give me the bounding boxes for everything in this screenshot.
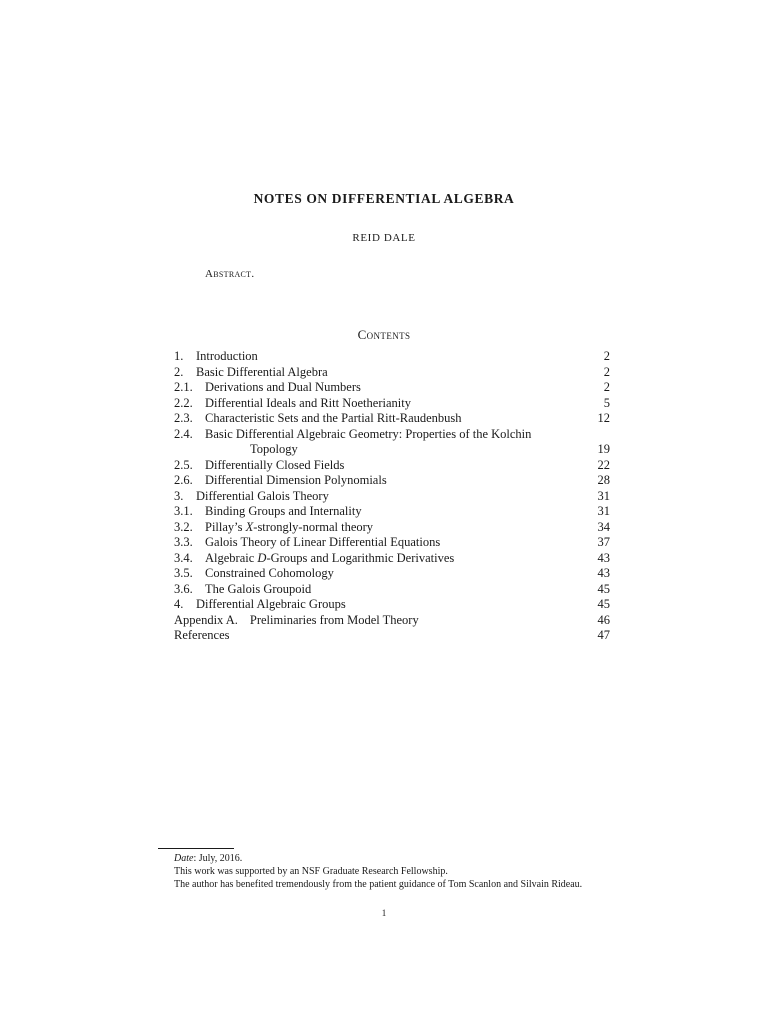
footnote-support: This work was supported by an NSF Graduate Research Fellowship. bbox=[174, 866, 448, 877]
toc-page: 43 bbox=[597, 566, 610, 580]
toc-title: Preliminaries from Model Theory bbox=[249, 612, 419, 627]
toc-number: 2.3. bbox=[174, 411, 193, 425]
toc-page: 31 bbox=[597, 504, 610, 518]
toc-number: 3.4. bbox=[174, 550, 193, 565]
toc-title: Introduction bbox=[196, 349, 258, 363]
toc-entry-references[interactable] bbox=[174, 628, 610, 644]
toc-page: 45 bbox=[597, 581, 610, 596]
toc-entry-differential-galois-theory[interactable] bbox=[174, 489, 610, 505]
toc-number: 2.2. bbox=[174, 395, 193, 410]
toc-page: 2 bbox=[603, 364, 610, 379]
toc-entry-differentially-closed-fields[interactable] bbox=[174, 458, 610, 474]
toc-page: 28 bbox=[597, 473, 610, 487]
toc-number: 3.6. bbox=[174, 581, 193, 596]
toc-entry-algebraic-d-groups[interactable] bbox=[174, 551, 610, 567]
toc-number: 2.1. bbox=[174, 380, 193, 394]
toc-entry-binding-groups[interactable] bbox=[174, 504, 610, 520]
toc-number: 3.1. bbox=[174, 504, 193, 518]
toc-entry-galois-groupoid[interactable] bbox=[174, 582, 610, 598]
toc-number: 2.5. bbox=[174, 457, 193, 472]
toc-page: 12 bbox=[597, 411, 610, 425]
footnotes bbox=[158, 852, 610, 891]
toc-entry-constrained-cohomology[interactable] bbox=[174, 566, 610, 582]
abstract-label: Abstract. bbox=[205, 268, 255, 280]
toc-number: 4. bbox=[174, 597, 184, 611]
toc-entry-linear-differential-equations[interactable] bbox=[174, 535, 610, 551]
toc-title: Constrained Cohomology bbox=[205, 566, 334, 580]
page-number: 1 bbox=[381, 908, 387, 918]
toc-page: 2 bbox=[603, 349, 610, 363]
table-of-contents bbox=[174, 349, 610, 644]
toc-title: Pillay’s X-strongly-normal theory bbox=[205, 519, 374, 534]
toc-entry-derivations[interactable] bbox=[174, 380, 610, 396]
toc-title: Differential Dimension Polynomials bbox=[205, 473, 387, 487]
toc-title: References bbox=[174, 628, 230, 642]
toc-page: 2 bbox=[603, 380, 610, 394]
toc-page: 19 bbox=[597, 442, 610, 456]
toc-number: 3.3. bbox=[174, 535, 193, 549]
footnote-rule bbox=[158, 848, 234, 849]
toc-page: 31 bbox=[597, 488, 610, 503]
toc-number: 2.4. bbox=[174, 426, 193, 441]
toc-number: 1. bbox=[174, 349, 184, 363]
toc-entry-basic-differential-algebra[interactable] bbox=[174, 365, 610, 381]
toc-page: 45 bbox=[597, 597, 610, 611]
toc-number: 2. bbox=[174, 364, 184, 379]
toc-page: 47 bbox=[597, 628, 610, 642]
toc-number: 3.5. bbox=[174, 566, 193, 580]
toc-title: Basic Differential Algebraic Geometry: Properties of the Kolchin bbox=[205, 426, 532, 441]
toc-entry-appendix-a[interactable] bbox=[174, 613, 610, 629]
toc-title: Algebraic D-Groups and Logarithmic Derivatives bbox=[205, 550, 455, 565]
toc-title: Differential Algebraic Groups bbox=[196, 597, 346, 611]
toc-title-continued: Topology bbox=[250, 442, 298, 456]
toc-title: Differential Galois Theory bbox=[196, 488, 329, 503]
toc-title: Derivations and Dual Numbers bbox=[205, 380, 361, 394]
toc-entry-differential-ideals[interactable] bbox=[174, 396, 610, 412]
toc-entry-differential-algebraic-groups[interactable] bbox=[174, 597, 610, 613]
toc-page: 46 bbox=[597, 612, 610, 627]
toc-number: 2.6. bbox=[174, 473, 193, 487]
author-name: REID DALE bbox=[352, 232, 416, 244]
toc-entry-dimension-polynomials[interactable] bbox=[174, 473, 610, 489]
toc-title: Differential Ideals and Ritt Noetherianity bbox=[205, 395, 411, 410]
toc-title: Basic Differential Algebra bbox=[196, 364, 328, 379]
toc-title: Binding Groups and Internality bbox=[205, 504, 362, 518]
toc-title: Differentially Closed Fields bbox=[205, 457, 345, 472]
toc-entry-pillay-theory[interactable] bbox=[174, 520, 610, 536]
toc-number: Appendix A. bbox=[174, 612, 238, 627]
toc-entry-introduction[interactable] bbox=[174, 349, 610, 365]
toc-entry-kolchin-topology[interactable] bbox=[174, 427, 610, 458]
paper-title: NOTES ON DIFFERENTIAL ALGEBRA bbox=[253, 191, 515, 206]
contents-heading: Contents bbox=[357, 327, 411, 342]
footnote-thanks: The author has benefited tremendously from the patient guidance of Tom Scanlon and Silvain Rideau. bbox=[174, 879, 583, 890]
toc-number: 3. bbox=[174, 488, 184, 503]
toc-title: Characteristic Sets and the Partial Ritt-Raudenbush bbox=[205, 411, 462, 425]
toc-page: 34 bbox=[597, 519, 610, 534]
toc-page: 5 bbox=[603, 395, 610, 410]
toc-number: 3.2. bbox=[174, 519, 193, 534]
toc-title: Galois Theory of Linear Differential Equations bbox=[205, 535, 441, 549]
footnote-date: Date: July, 2016. bbox=[174, 853, 243, 864]
toc-page: 37 bbox=[597, 535, 610, 549]
toc-title: The Galois Groupoid bbox=[205, 581, 312, 596]
toc-page: 43 bbox=[597, 550, 610, 565]
toc-entry-characteristic-sets[interactable] bbox=[174, 411, 610, 427]
toc-page: 22 bbox=[597, 457, 610, 472]
